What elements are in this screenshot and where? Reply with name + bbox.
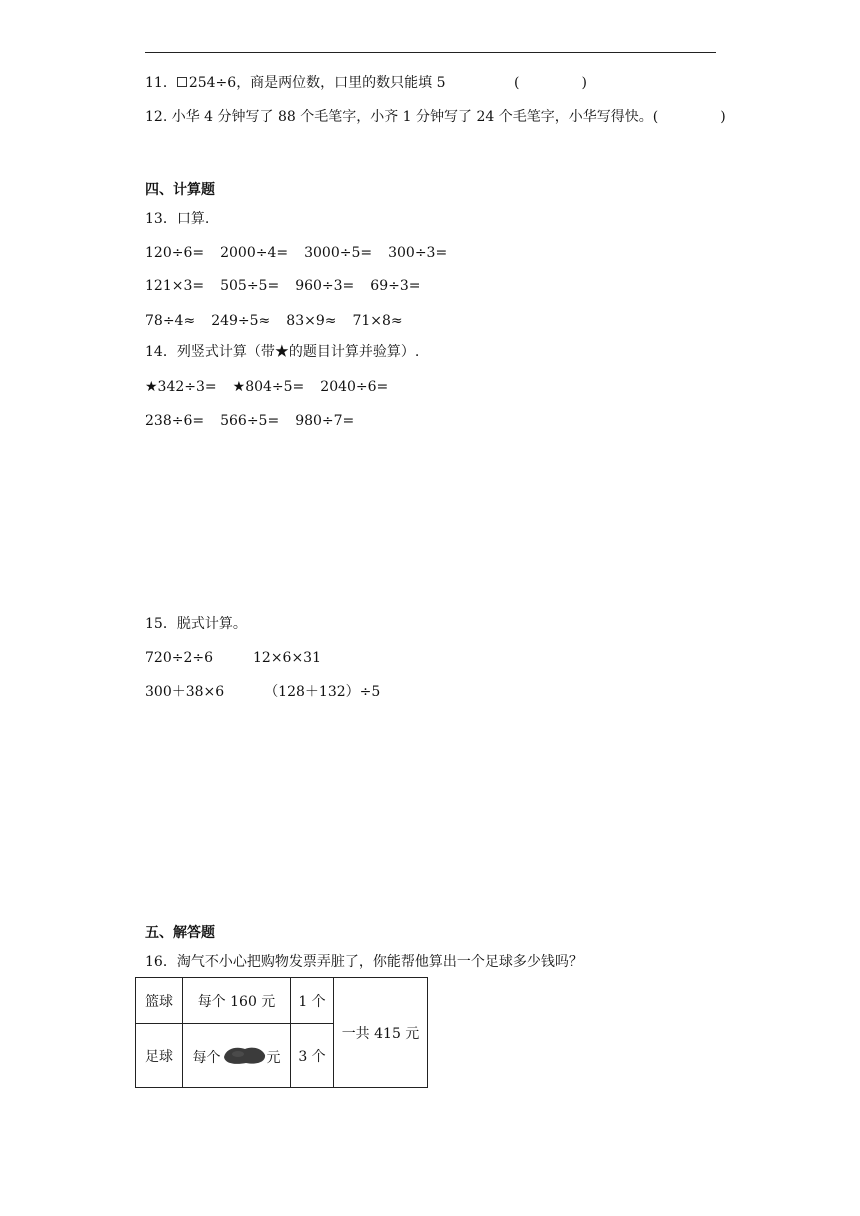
question-15-title: 15．脱式计算。 [145, 616, 247, 632]
q15-row-1: 720÷2÷6 12×6×31 [145, 650, 321, 666]
q14-row-2: 238÷6= 566÷5= 980÷7= [145, 413, 355, 429]
q13-row-1: 120÷6= 2000÷4= 3000÷5= 300÷3= [145, 245, 448, 261]
qty-basketball: 1 个 [291, 978, 334, 1024]
question-11-text: 254÷6，商是两位数，口里的数只能填 5 [188, 75, 446, 91]
ink-smudge-icon [221, 1044, 267, 1066]
invoice-row-basketball [136, 978, 428, 1024]
qty-football: 3 个 [291, 1024, 334, 1088]
section-4-title: 四、计算题 [145, 182, 215, 198]
invoice-table [135, 977, 428, 1088]
item-basketball: 篮球 [136, 978, 183, 1024]
question-11-number: 11． [145, 75, 177, 91]
q14-row-1: ★342÷3= ★804÷5= 2040÷6= [145, 379, 389, 395]
header-rule [145, 52, 716, 53]
question-14-title: 14．列竖式计算（带★的题目计算并验算）. [145, 344, 420, 360]
section-5-title: 五、解答题 [145, 925, 215, 941]
answer-paren-11[interactable]: ( ) [514, 75, 587, 91]
price-football: 每个 元 [183, 1024, 291, 1088]
price-basketball: 每个 160 元 [183, 978, 291, 1024]
blank-box-icon [177, 77, 187, 87]
question-12: 12. 小华 4 分钟写了 88 个毛笔字，小齐 1 分钟写了 24 个毛笔字，小华写得快。( ) [145, 109, 726, 125]
q13-row-2: 121×3= 505÷5= 960÷3= 69÷3= [145, 278, 421, 294]
question-13-title: 13．口算. [145, 211, 210, 227]
question-12-text: 12. 小华 4 分钟写了 88 个毛笔字，小齐 1 分钟写了 24 个毛笔字，小华写得快。( [145, 109, 659, 125]
item-football: 足球 [136, 1024, 183, 1088]
q15-row-2: 300＋38×6 （128＋132）÷5 [145, 684, 381, 700]
question-16-title: 16．淘气不小心把购物发票弄脏了，你能帮他算出一个足球多少钱吗？ [145, 954, 583, 970]
q13-row-3: 78÷4≈ 249÷5≈ 83×9≈ 71×8≈ [145, 313, 403, 329]
total-cell: 一共 415 元 [334, 978, 428, 1088]
question-11 [145, 74, 446, 92]
